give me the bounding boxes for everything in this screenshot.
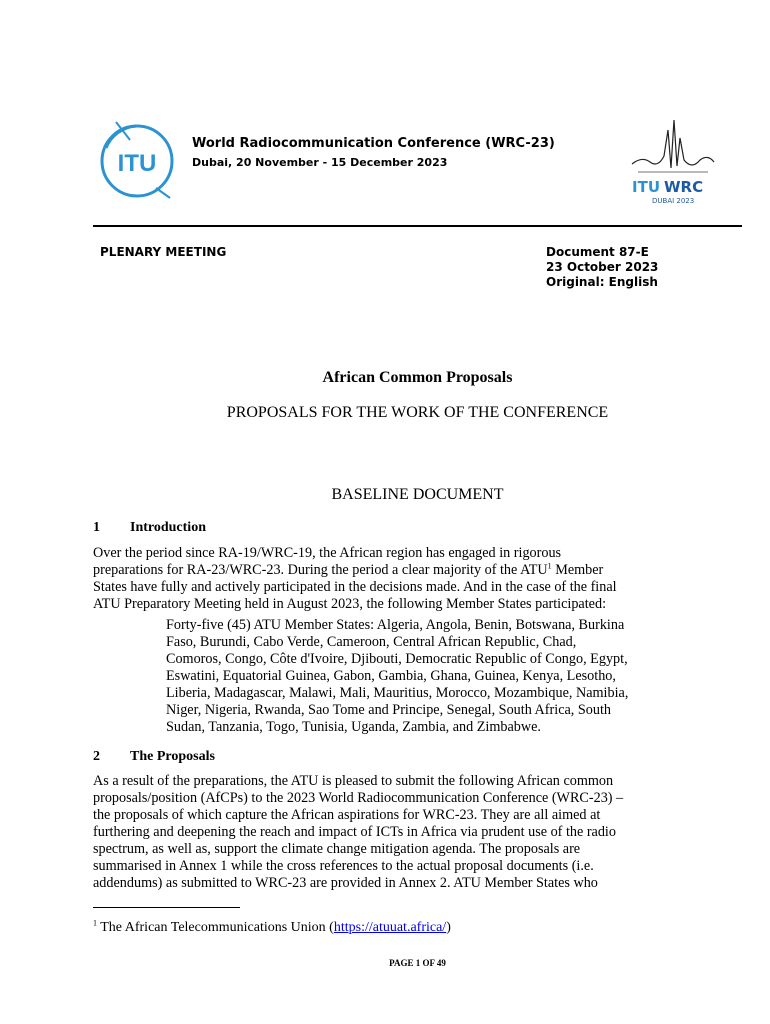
section-number: 2 (93, 749, 100, 764)
wrc-logo-wrc: WRC (664, 178, 704, 196)
baseline-title: BASELINE DOCUMENT (331, 486, 504, 503)
paragraph-line: States have fully and actively participated in the decisions made. And in the case of the final (93, 579, 617, 595)
section-1-heading (93, 520, 206, 536)
paragraph-line (93, 562, 733, 579)
paragraph-line: furthering and deepening the reach and impact of ICTs in Africa via prudent use of the radio (93, 824, 616, 840)
list-line: Forty-five (45) ATU Member States: Algeria, Angola, Benin, Botswana, Burkina (166, 617, 625, 633)
page-total: 49 (436, 958, 446, 968)
header-divider (93, 225, 742, 227)
conference-title: World Radiocommunication Conference (WRC-23) (192, 136, 555, 151)
document-number: Document 87-E (546, 245, 649, 259)
sub-title: PROPOSALS FOR THE WORK OF THE CONFERENCE (226, 404, 609, 421)
line-text-tail: Member (551, 562, 604, 578)
main-title: African Common Proposals (322, 369, 513, 386)
list-line: Liberia, Madagascar, Malawi, Mali, Mauritius, Morocco, Mozambique, Namibia, (166, 685, 629, 701)
document-info (546, 245, 658, 290)
itu-logo-text: ITU (117, 150, 157, 177)
paragraph-line: summarised in Annex 1 while the cross references to the actual proposal documents (i.e. (93, 858, 594, 874)
section-title: Introduction (130, 520, 206, 535)
wrc-logo-itu: ITU (632, 178, 660, 196)
paragraph-line: spectrum, as well as, support the climate change mitigation agenda. The proposals are (93, 841, 581, 857)
conference-subtitle: Dubai, 20 November - 15 December 2023 (192, 156, 448, 169)
member-states-list (166, 617, 686, 736)
list-line: Faso, Burundi, Cabo Verde, Cameroon, Central African Republic, Chad, (166, 634, 577, 650)
itu-wrc-logo (628, 116, 718, 208)
footnote-link[interactable]: https://atuuat.africa/ (333, 920, 447, 935)
section-1-paragraph (93, 545, 733, 613)
footnote-mark: 1 (93, 918, 97, 928)
list-line: Niger, Nigeria, Rwanda, Sao Tome and Principe, Senegal, South Africa, South (166, 702, 611, 718)
paragraph-line: ATU Preparatory Meeting held in August 2023, the following Member States participated: (93, 596, 607, 612)
page-of: OF (420, 958, 437, 968)
footnote-close: ) (446, 920, 451, 935)
paragraph-line: Over the period since RA-19/WRC-19, the African region has engaged in rigorous (93, 545, 562, 561)
page-prefix: PAGE (389, 958, 416, 968)
footnote-reference[interactable]: 1 (547, 561, 552, 571)
footnote-text: The African Telecommunications Union ( (100, 920, 334, 935)
document-original: Original: English (546, 275, 658, 289)
page-current: 1 (415, 958, 421, 968)
itu-logo (96, 118, 178, 200)
paragraph-line: addendums) as submitted to WRC-23 are provided in Annex 2. ATU Member States who (93, 875, 598, 891)
meeting-label: PLENARY MEETING (100, 245, 227, 259)
paragraph-line: As a result of the preparations, the ATU is pleased to submit the following African common (93, 773, 614, 789)
list-line: Eswatini, Equatorial Guinea, Gabon, Gambia, Ghana, Guinea, Kenya, Lesotho, (166, 668, 616, 684)
footnote-divider (93, 907, 240, 908)
section-number: 1 (93, 520, 100, 535)
footnote (93, 920, 451, 936)
line-text: preparations for RA-23/WRC-23. During the period a clear majority of the ATU (93, 562, 548, 578)
paragraph-line: proposals/position (AfCPs) to the 2023 World Radiocommunication Conference (WRC-23) – (93, 790, 624, 806)
list-line: Sudan, Tanzania, Togo, Tunisia, Uganda, Zambia, and Zimbabwe. (166, 719, 541, 735)
paragraph-line: the proposals of which capture the African aspirations for WRC-23. They are all aimed at (93, 807, 601, 823)
wrc-logo-sub: DUBAI 2023 (652, 197, 695, 205)
section-2-heading (93, 749, 215, 765)
section-2-paragraph (93, 773, 733, 892)
page-number (93, 958, 742, 968)
section-title: The Proposals (130, 749, 215, 764)
list-line: Comoros, Congo, Côte d'Ivoire, Djibouti, Democratic Republic of Congo, Egypt, (166, 651, 628, 667)
document-date: 23 October 2023 (546, 260, 659, 274)
